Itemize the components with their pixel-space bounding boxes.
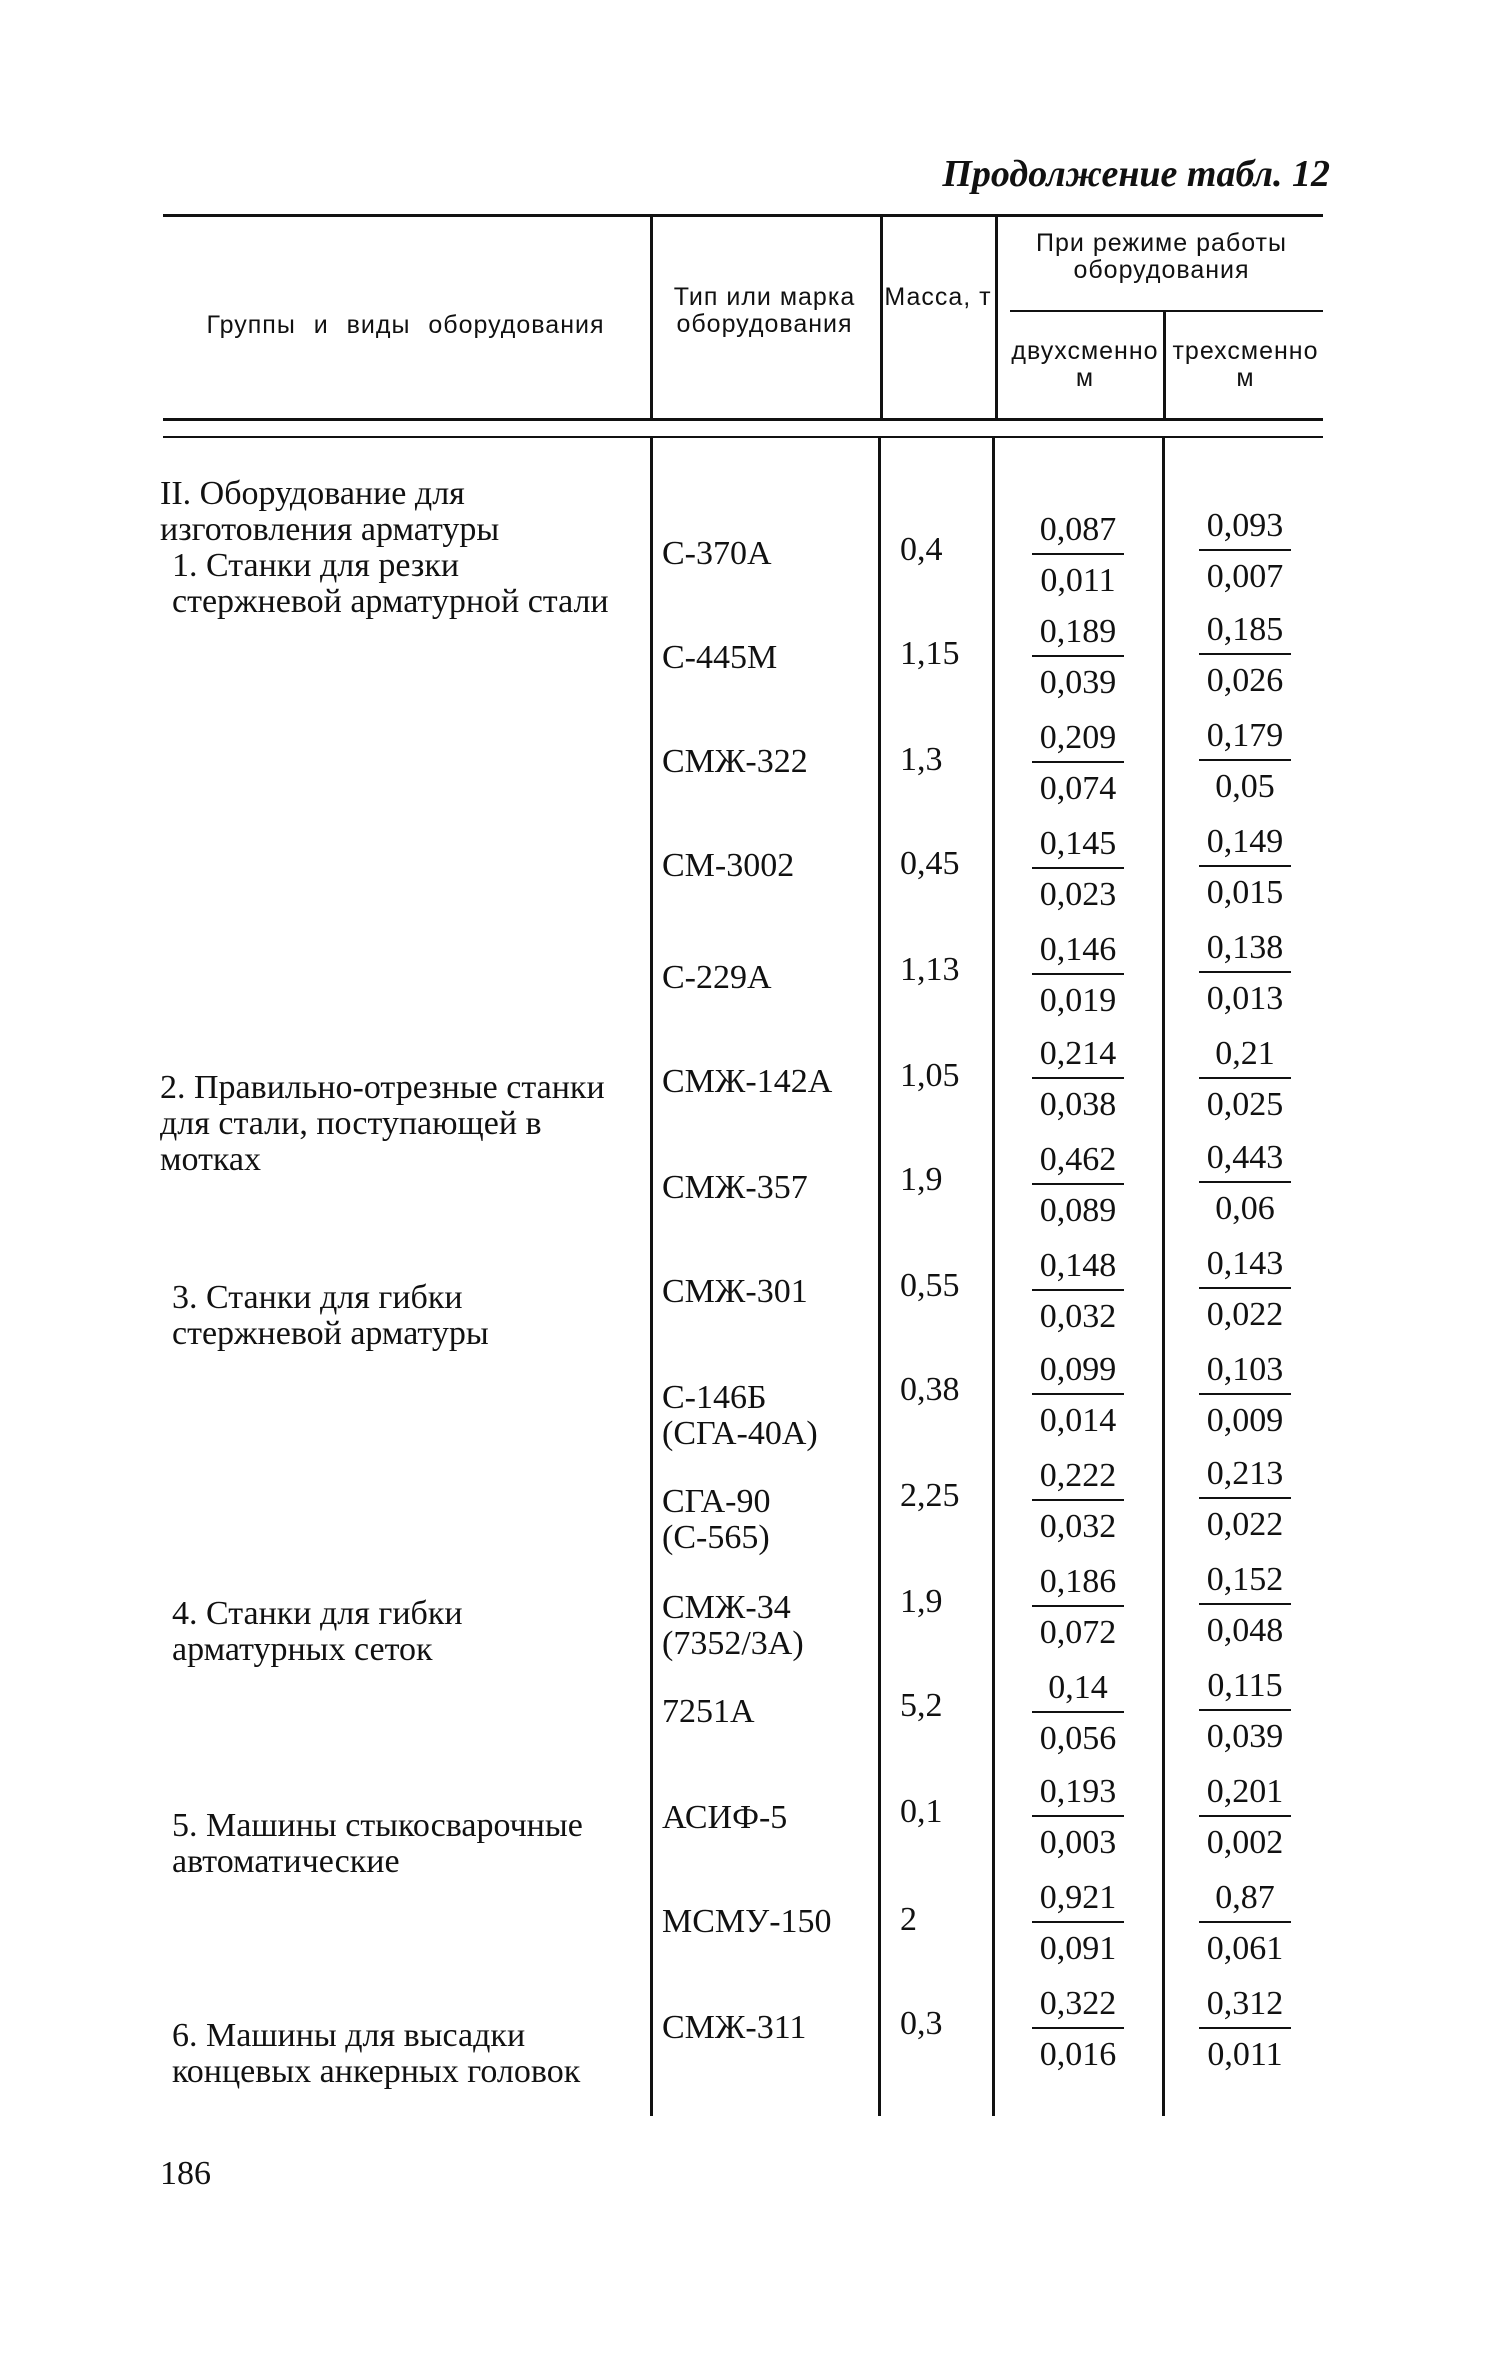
two-shift-value: 0,209 0,074 xyxy=(1028,720,1128,807)
two-shift-value: 0,214 0,038 xyxy=(1028,1036,1128,1123)
subheader-rule xyxy=(1010,310,1323,312)
three-shift-value: 0,201 0,002 xyxy=(1195,1774,1295,1861)
group-number: 3. xyxy=(172,1279,198,1316)
equipment-type: С-445М xyxy=(662,639,778,676)
three-shift-value: 0,21 0,025 xyxy=(1195,1036,1295,1123)
group-6 xyxy=(160,2018,637,2090)
two-shift-value: 0,462 0,089 xyxy=(1028,1142,1128,1229)
header-mass: Масса, т xyxy=(884,283,992,311)
equipment-type: С-146Б (СГА-40А) xyxy=(662,1379,818,1452)
header-three-shift: трехсменном xyxy=(1172,337,1319,392)
equipment-type: 7251А xyxy=(662,1693,755,1730)
three-shift-value: 0,115 0,039 xyxy=(1195,1668,1295,1755)
body-col-divider-1 xyxy=(650,436,653,2116)
header-col-divider-2 xyxy=(880,214,883,418)
two-shift-value: 0,087 0,011 xyxy=(1028,512,1128,599)
mass-value: 0,45 xyxy=(900,845,960,882)
two-shift-value: 0,222 0,032 xyxy=(1028,1458,1128,1545)
three-shift-value: 0,149 0,015 xyxy=(1195,824,1295,911)
equipment-type: СМЖ-311 xyxy=(662,2009,807,2046)
two-shift-value: 0,921 0,091 xyxy=(1028,1880,1128,1967)
mass-value: 1,9 xyxy=(900,1583,943,1620)
header-col-divider-4 xyxy=(1163,310,1166,418)
group-3 xyxy=(160,1280,637,1352)
group-number: 4. xyxy=(172,1595,198,1632)
equipment-type: АСИФ-5 xyxy=(662,1799,788,1836)
header-regime: При режиме работы оборудования xyxy=(1036,229,1287,284)
two-shift-value: 0,322 0,016 xyxy=(1028,1986,1128,2073)
mass-value: 2 xyxy=(900,1901,917,1938)
group-5 xyxy=(160,1808,637,1880)
group-text: Машины стыкосварочные автоматические xyxy=(172,1807,583,1880)
group-text: Правильно-отрезные станки для стали, поступающей в мотках xyxy=(160,1069,605,1178)
two-shift-value: 0,146 0,019 xyxy=(1028,932,1128,1019)
header-groups: Группы и виды оборудования xyxy=(206,311,605,339)
three-shift-value: 0,138 0,013 xyxy=(1195,930,1295,1017)
group-text: Оборудование для изготовления арматуры xyxy=(160,475,500,548)
equipment-type: СМЖ-34 (7352/3А) xyxy=(662,1589,804,1662)
two-shift-value: 0,145 0,023 xyxy=(1028,826,1128,913)
equipment-type: С-370А xyxy=(662,535,772,572)
equipment-type: МСМУ-150 xyxy=(662,1903,832,1940)
mass-value: 0,4 xyxy=(900,531,943,568)
three-shift-value: 0,152 0,048 xyxy=(1195,1562,1295,1649)
mass-value: 1,05 xyxy=(900,1057,960,1094)
equipment-type: СМЖ-357 xyxy=(662,1169,808,1206)
group-2 xyxy=(160,1070,635,1178)
mass-value: 0,38 xyxy=(900,1371,960,1408)
group-4 xyxy=(160,1596,637,1668)
equipment-type: СМЖ-142А xyxy=(662,1063,833,1100)
three-shift-value: 0,179 0,05 xyxy=(1195,718,1295,805)
three-shift-value: 0,103 0,009 xyxy=(1195,1352,1295,1439)
mass-value: 1,9 xyxy=(900,1161,943,1198)
two-shift-value: 0,193 0,003 xyxy=(1028,1774,1128,1861)
three-shift-value: 0,87 0,061 xyxy=(1195,1880,1295,1967)
group-number: 2. xyxy=(160,1069,186,1106)
mass-value: 0,3 xyxy=(900,2005,943,2042)
group-number: 6. xyxy=(172,2017,198,2054)
equipment-type: СМЖ-301 xyxy=(662,1273,808,1310)
mass-value: 2,25 xyxy=(900,1477,960,1514)
equipment-type: СГА-90 (С-565) xyxy=(662,1483,771,1556)
top-rule xyxy=(163,214,1323,217)
equipment-type: СМ-3002 xyxy=(662,847,795,884)
mass-value: 1,13 xyxy=(900,951,960,988)
mass-value: 1,15 xyxy=(900,635,960,672)
group-ii xyxy=(160,476,635,548)
mass-value: 0,55 xyxy=(900,1267,960,1304)
group-1 xyxy=(160,548,637,620)
three-shift-value: 0,443 0,06 xyxy=(1195,1140,1295,1227)
two-shift-value: 0,189 0,039 xyxy=(1028,614,1128,701)
header-two-shift: двухсменном xyxy=(1011,337,1159,392)
three-shift-value: 0,185 0,026 xyxy=(1195,612,1295,699)
three-shift-value: 0,143 0,022 xyxy=(1195,1246,1295,1333)
mass-value: 5,2 xyxy=(900,1687,943,1724)
three-shift-value: 0,093 0,007 xyxy=(1195,508,1295,595)
body-col-divider-4 xyxy=(1162,436,1165,2116)
group-number: 1. xyxy=(172,547,198,584)
mass-value: 0,1 xyxy=(900,1793,943,1830)
two-shift-value: 0,099 0,014 xyxy=(1028,1352,1128,1439)
mass-value: 1,3 xyxy=(900,741,943,778)
group-text: Машины для высадки концевых анкерных головок xyxy=(172,2017,581,2090)
three-shift-value: 0,213 0,022 xyxy=(1195,1456,1295,1543)
group-text: Станки для резки стержневой арматурной стали xyxy=(172,547,609,620)
header-bottom-rule xyxy=(163,418,1323,421)
group-number: 5. xyxy=(172,1807,198,1844)
equipment-type: СМЖ-322 xyxy=(662,743,808,780)
table-caption: Продолжение табл. 12 xyxy=(942,153,1330,195)
two-shift-value: 0,148 0,032 xyxy=(1028,1248,1128,1335)
header-col-divider-3 xyxy=(995,214,998,418)
group-text: Станки для гибки стержневой арматуры xyxy=(172,1279,489,1352)
equipment-type: С-229А xyxy=(662,959,772,996)
body-top-rule xyxy=(163,436,1323,438)
page-number: 186 xyxy=(160,2155,211,2192)
two-shift-value: 0,14 0,056 xyxy=(1028,1670,1128,1757)
body-col-divider-2 xyxy=(878,436,881,2116)
three-shift-value: 0,312 0,011 xyxy=(1195,1986,1295,2073)
header-type: Тип или марка оборудования xyxy=(673,283,856,338)
group-number: II. xyxy=(160,475,192,512)
group-text: Станки для гибки арматурных сеток xyxy=(172,1595,463,1668)
two-shift-value: 0,186 0,072 xyxy=(1028,1564,1128,1651)
